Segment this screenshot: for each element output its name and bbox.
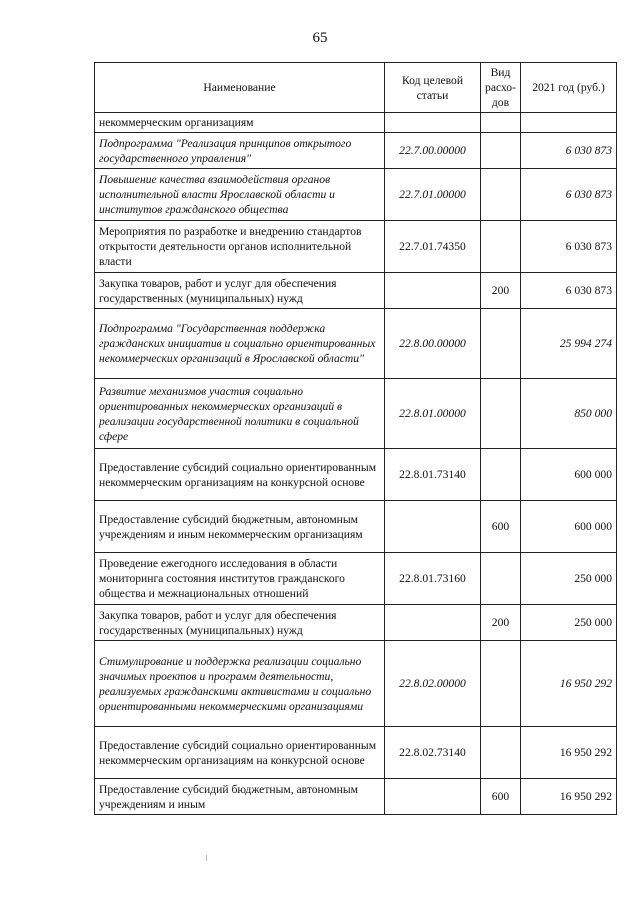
row-code-cell: 22.8.01.00000 bbox=[385, 379, 481, 449]
row-amount-cell: 600 000 bbox=[521, 501, 617, 553]
table-header-row bbox=[95, 63, 617, 113]
row-name-cell: Повышение качества взаимодействия органов исполнительной власти Ярославской области и институтов гражданского общества bbox=[95, 169, 385, 221]
row-amount-cell: 250 000 bbox=[521, 553, 617, 605]
row-code-cell bbox=[385, 605, 481, 641]
table-row bbox=[95, 379, 617, 449]
table-row bbox=[95, 169, 617, 221]
header-type: Вид расхо-дов bbox=[481, 63, 521, 113]
row-amount-cell: 25 994 274 bbox=[521, 309, 617, 379]
row-amount-cell: 6 030 873 bbox=[521, 169, 617, 221]
table-row bbox=[95, 221, 617, 273]
row-type-cell bbox=[481, 113, 521, 133]
table-row bbox=[95, 113, 617, 133]
row-amount-cell bbox=[521, 113, 617, 133]
row-amount-cell: 6 030 873 bbox=[521, 133, 617, 169]
row-name-cell: Предоставление субсидий социально ориентированным некоммерческим организациям на конкурсной основе bbox=[95, 449, 385, 501]
row-type-cell bbox=[481, 133, 521, 169]
row-amount-cell: 600 000 bbox=[521, 449, 617, 501]
table-row bbox=[95, 553, 617, 605]
row-name-cell: Предоставление субсидий социально ориентированным некоммерческим организациям на конкурсной основе bbox=[95, 727, 385, 779]
row-code-cell: 22.8.01.73140 bbox=[385, 449, 481, 501]
table-row bbox=[95, 641, 617, 727]
row-name-cell: Стимулирование и поддержка реализации социально значимых проектов и программ деятельности, реализуемых гражданскими активистами и социально ориентированными некоммерческими организациями bbox=[95, 641, 385, 727]
row-name-cell: некоммерческим организациям bbox=[95, 113, 385, 133]
table-row bbox=[95, 273, 617, 309]
row-amount-cell: 16 950 292 bbox=[521, 779, 617, 815]
row-code-cell: 22.8.00.00000 bbox=[385, 309, 481, 379]
header-code: Код целевой статьи bbox=[385, 63, 481, 113]
row-type-cell bbox=[481, 449, 521, 501]
row-type-cell: 600 bbox=[481, 501, 521, 553]
row-code-cell: 22.7.01.00000 bbox=[385, 169, 481, 221]
row-type-cell: 200 bbox=[481, 273, 521, 309]
row-code-cell bbox=[385, 113, 481, 133]
header-name: Наименование bbox=[95, 63, 385, 113]
row-name-cell: Закупка товаров, работ и услуг для обеспечения государственных (муниципальных) нужд bbox=[95, 273, 385, 309]
row-type-cell bbox=[481, 379, 521, 449]
budget-table bbox=[94, 62, 617, 815]
row-type-cell bbox=[481, 169, 521, 221]
row-code-cell: 22.8.02.73140 bbox=[385, 727, 481, 779]
row-amount-cell: 6 030 873 bbox=[521, 273, 617, 309]
row-name-cell: Развитие механизмов участия социально ориентированных некоммерческих организаций в реализации государственной политики в социальной сфере bbox=[95, 379, 385, 449]
row-name-cell: Проведение ежегодного исследования в области мониторинга состояния институтов гражданского общества и межнациональных отношений bbox=[95, 553, 385, 605]
row-code-cell: 22.7.01.74350 bbox=[385, 221, 481, 273]
table-row bbox=[95, 449, 617, 501]
row-code-cell bbox=[385, 501, 481, 553]
header-amount: 2021 год (руб.) bbox=[521, 63, 617, 113]
scan-mark bbox=[206, 855, 207, 861]
row-type-cell: 200 bbox=[481, 605, 521, 641]
row-type-cell: 600 bbox=[481, 779, 521, 815]
row-name-cell: Закупка товаров, работ и услуг для обеспечения государственных (муниципальных) нужд bbox=[95, 605, 385, 641]
row-type-cell bbox=[481, 221, 521, 273]
row-name-cell: Предоставление субсидий бюджетным, автономным учреждениям и иным некоммерческим организациям bbox=[95, 501, 385, 553]
row-amount-cell: 850 000 bbox=[521, 379, 617, 449]
row-code-cell: 22.8.01.73160 bbox=[385, 553, 481, 605]
row-amount-cell: 250 000 bbox=[521, 605, 617, 641]
table-row bbox=[95, 501, 617, 553]
row-name-cell: Мероприятия по разработке и внедрению стандартов открытости деятельности органов исполнительной власти bbox=[95, 221, 385, 273]
row-type-cell bbox=[481, 309, 521, 379]
table-row bbox=[95, 605, 617, 641]
row-type-cell bbox=[481, 641, 521, 727]
row-name-cell: Подпрограмма "Реализация принципов открытого государственного управления" bbox=[95, 133, 385, 169]
row-name-cell: Подпрограмма "Государственная поддержка гражданских инициатив и социально ориентированных некоммерческих организаций в Ярославской области" bbox=[95, 309, 385, 379]
page-number: 65 bbox=[312, 30, 328, 46]
table-row bbox=[95, 779, 617, 815]
table-body bbox=[95, 113, 617, 815]
table-row bbox=[95, 727, 617, 779]
table-row bbox=[95, 133, 617, 169]
row-type-cell bbox=[481, 727, 521, 779]
row-code-cell bbox=[385, 779, 481, 815]
row-code-cell: 22.8.02.00000 bbox=[385, 641, 481, 727]
row-amount-cell: 16 950 292 bbox=[521, 641, 617, 727]
row-amount-cell: 6 030 873 bbox=[521, 221, 617, 273]
table-row bbox=[95, 309, 617, 379]
row-amount-cell: 16 950 292 bbox=[521, 727, 617, 779]
row-name-cell: Предоставление субсидий бюджетным, автономным учреждениям и иным bbox=[95, 779, 385, 815]
row-code-cell: 22.7.00.00000 bbox=[385, 133, 481, 169]
row-code-cell bbox=[385, 273, 481, 309]
row-type-cell bbox=[481, 553, 521, 605]
